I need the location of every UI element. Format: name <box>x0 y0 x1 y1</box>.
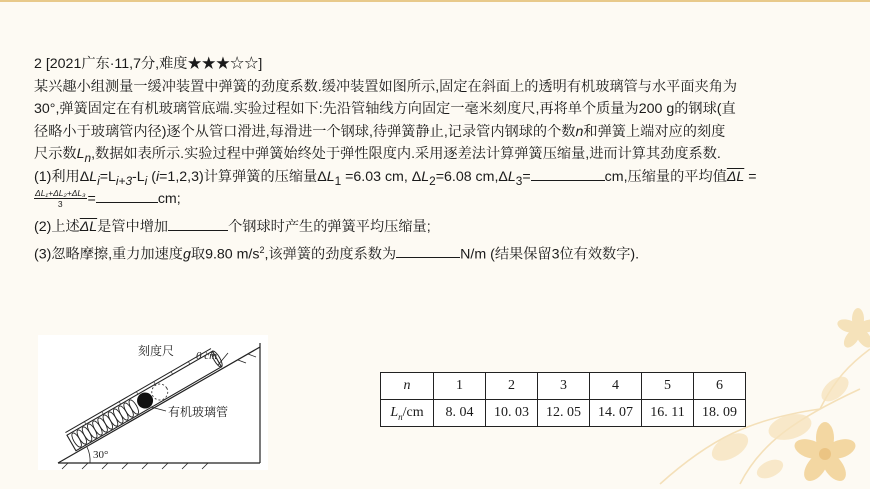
part-1-line-2: $\frac{\text{ΔL₁+ΔL₂+ΔL₃}}{3}=$ cm; <box>35 188 181 210</box>
answer-blank-spring-constant[interactable] <box>396 243 460 258</box>
angle-label: 30° <box>93 449 109 461</box>
table-cell: 16. 11 <box>642 400 694 427</box>
part-2-line: (2)上述$\overline{\Delta L}$是管中增加 个钢球时产生的弹簧平均压缩量; <box>34 216 850 239</box>
table-header-n: n <box>381 373 434 400</box>
data-table <box>380 372 746 427</box>
tube-label: 有机玻璃管 <box>168 405 229 419</box>
part-1-line: (1)利用$\Delta L_i=L_{i+3}-L_i$ (i=1,2,3)计算弹簧的压缩量$\Delta L_1 =6.03$ cm, $\Delta L_2=6.08$ $cm,\Delta L_3=$ cm,压缩量的平均值$\overline{\Delta L}$ = <box>34 166 850 189</box>
intro-line-4: 尺示数$L_n$,数据如表所示.实验过程中弹簧始终处于弹性限度内.采用逐差法计算弹簧压缩量,进而计算其劲度系数. <box>34 146 721 165</box>
table-cell: 6 <box>694 373 746 400</box>
apparatus-figure <box>38 335 268 470</box>
answer-blank-ball-count[interactable] <box>168 216 228 231</box>
top-border-line <box>0 0 870 2</box>
question-header: 2 [2021广东·11,7分,难度★★★☆☆] <box>34 56 263 72</box>
intro-line-2: 30°,弹簧固定在有机玻璃管底端.实验过程如下:先沿管轴线方向固定一毫米刻度尺,再将单个质量为200 g的钢球(直 <box>34 101 736 117</box>
table-cell: 1 <box>434 373 486 400</box>
zero-cm-label: 0 cm <box>196 350 218 362</box>
table-cell: 5 <box>642 373 694 400</box>
table-cell: 14. 07 <box>590 400 642 427</box>
ruler-label: 刻度尺 <box>138 344 175 358</box>
table-cell: 8. 04 <box>434 400 486 427</box>
question-text <box>34 53 850 261</box>
table-cell: 18. 09 <box>694 400 746 427</box>
intro-line-1: 某兴趣小组测量一缓冲装置中弹簧的劲度系数.缓冲装置如图所示,固定在斜面上的透明有机玻璃管与水平面夹角为 <box>34 78 738 95</box>
table-cell: 3 <box>538 373 590 400</box>
intro-line-3: 径略小于玻璃管内径)逐个从管口滑进,每滑进一个钢球,待弹簧静止,记录管内钢球的个数n和弹簧上端对应的刻度 <box>34 123 726 140</box>
answer-blank-dl3[interactable] <box>531 166 605 181</box>
table-header-ln: $L_n/cm$ <box>381 400 434 427</box>
table-cell: 4 <box>590 373 642 400</box>
table-row-n <box>381 373 746 400</box>
table-row-ln <box>381 400 746 427</box>
table-cell: 12. 05 <box>538 400 590 427</box>
avg-fraction: $\frac{\text{ΔL₁+ΔL₂+ΔL₃}}{3}$ <box>35 188 86 210</box>
table-cell: 10. 03 <box>486 400 538 427</box>
avg-delta-l-symbol: $\overline{\Delta L}$ <box>726 168 745 185</box>
part-3-line: (3)忽略摩擦,重力加速度g取9.80 $m/s^2$,该弹簧的劲度系数为 N/m (结果保留3位有效数字). <box>34 244 640 263</box>
table-cell: 2 <box>486 373 538 400</box>
answer-blank-avg[interactable] <box>96 188 158 203</box>
